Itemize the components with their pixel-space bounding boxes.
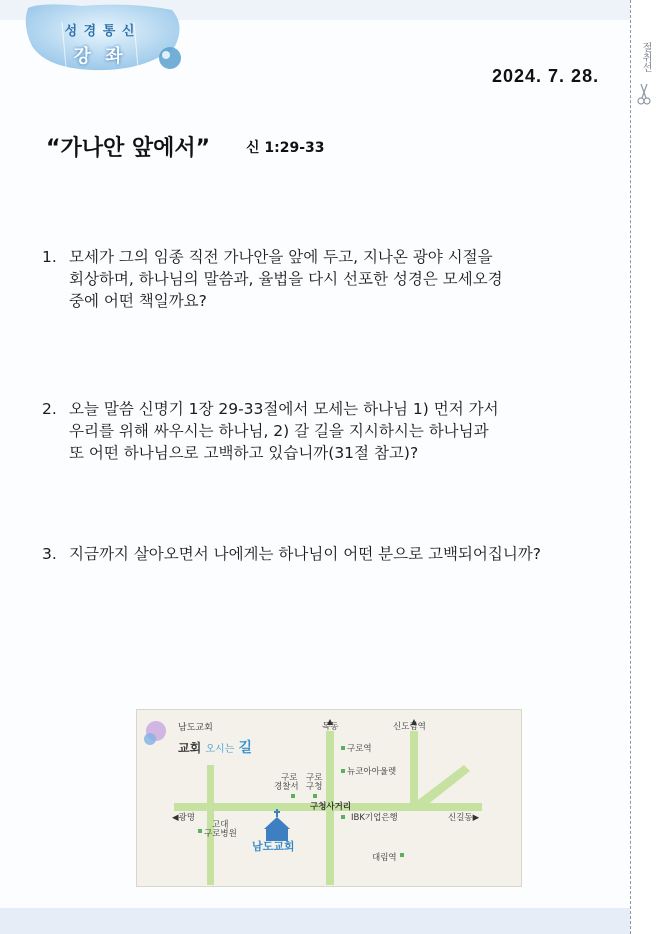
map-label-mokdong: 목동 — [322, 722, 339, 732]
question-number: 1. — [42, 248, 57, 266]
sermon-title: “가나안 앞에서” — [46, 136, 211, 161]
question-line: 회상하며, 하나님의 말씀과, 율법을 다시 선포한 성경은 모세오경 — [69, 270, 503, 288]
scissors-icon — [636, 82, 652, 106]
map-label-singildong: 신길동▶ — [448, 813, 480, 823]
map-heading-gil: 길 — [238, 740, 253, 756]
badge-title: 강 좌 — [73, 46, 127, 67]
cut-line — [630, 0, 657, 934]
date-label: 2024. 7. 28. — [492, 66, 600, 86]
map-label-office-1: 구로 — [306, 773, 323, 783]
cut-line-label: 절취선 — [640, 42, 651, 72]
question-line: 또 어떤 하나님으로 고백하고 있습니까(31절 참고)? — [69, 444, 419, 462]
map-label-sindorim: 신도림역 — [393, 722, 426, 732]
question-text — [69, 398, 599, 464]
map-label-church: 남도교회 — [252, 840, 295, 853]
map-label-korea-univ-1: 고대 — [212, 820, 229, 830]
map-label-newcore: 뉴코아아울렛 — [347, 767, 397, 777]
map-label-police-2: 경찰서 — [274, 782, 299, 792]
map-label-daerim: 대림역 — [372, 853, 397, 863]
question-text — [69, 543, 599, 565]
map-label-gwangmyeong: ◀광명 — [172, 813, 195, 823]
map-label-intersection: 구청사거리 — [310, 802, 352, 812]
map-heading-word: 교회 — [178, 741, 202, 755]
question-line: 지금까지 살아오면서 나에게는 하나님이 어떤 분으로 고백되어집니까? — [69, 545, 542, 563]
map-label-office-2: 구청 — [306, 782, 323, 792]
map-church-name: 남도교회 — [178, 723, 213, 733]
map-heading — [178, 737, 252, 757]
question-number: 3. — [42, 545, 57, 563]
question-number: 2. — [42, 400, 57, 418]
scripture-reference: 신 1:29-33 — [246, 140, 325, 156]
map-label-guro-station: 구로역 — [347, 744, 372, 754]
map-roads — [136, 709, 520, 885]
map-label-korea-univ-2: 구로병원 — [204, 829, 237, 839]
map-label-ibk: IBK기업은행 — [351, 813, 398, 823]
question-line: 우리를 위해 싸우시는 하나님, 2) 갈 길을 지시하시는 하나님과 — [69, 422, 489, 440]
map-label-police-1: 구로 — [281, 773, 298, 783]
question-line: 오늘 말씀 신명기 1장 29-33절에서 모세는 하나님 1) 먼저 가서 — [69, 400, 499, 418]
church-icon — [264, 809, 290, 841]
question-line: 모세가 그의 임종 직전 가나안을 앞에 두고, 지나온 광야 시절을 — [69, 248, 493, 266]
question-line: 중에 어떤 책일까요? — [69, 292, 207, 310]
question-text — [69, 246, 599, 312]
map-heading-sub: 오시는 — [205, 744, 235, 755]
badge-subtitle: 성 경 통 신 — [64, 24, 136, 39]
